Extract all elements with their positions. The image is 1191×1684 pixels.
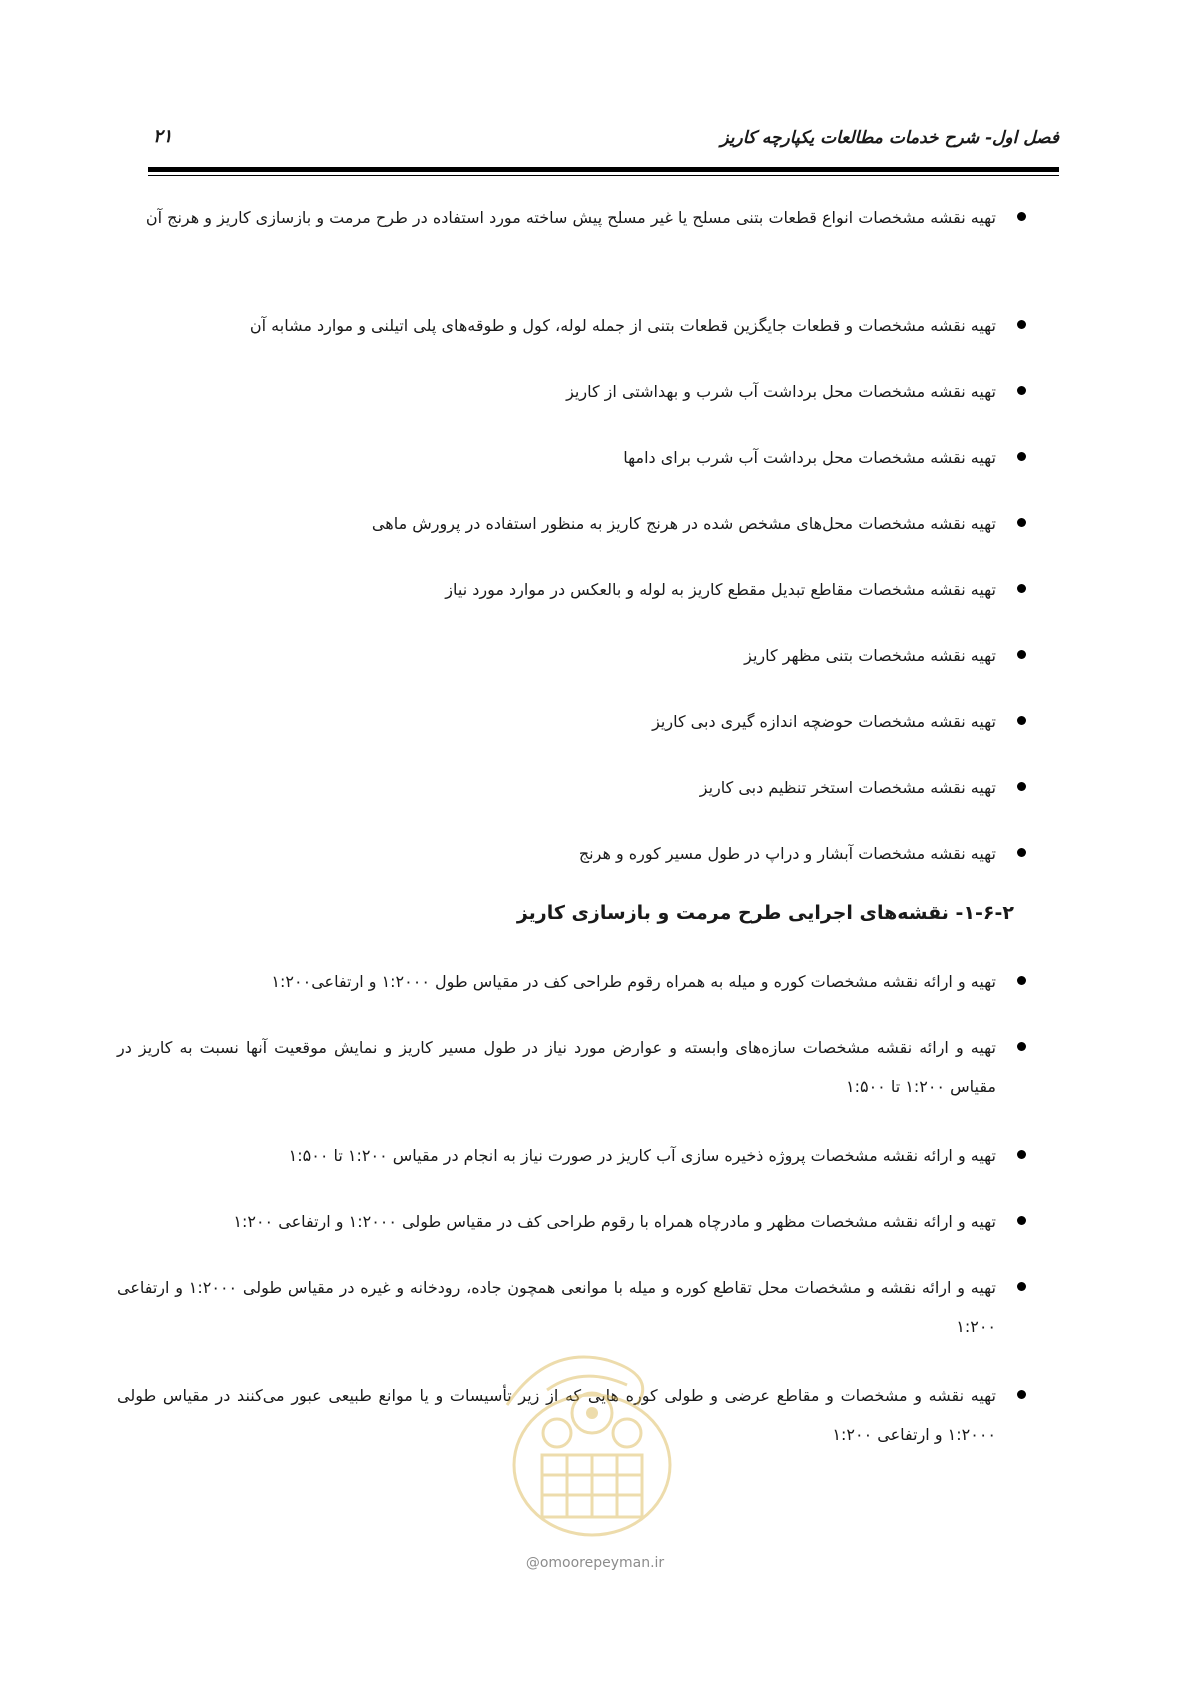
list-item-text: تهیه نقشه مشخصات محل‌های مشخص شده در هرنج کاریز به منظور استفاده در پرورش ماهی [371,514,996,533]
bullet-icon [1017,1390,1026,1399]
list-item-text: تهیه نقشه مشخصات و قطعات جایگزین قطعات بتنی از جمله لوله، کول و طوقه‌های پلی اتیلنی و موارد مشابه آن [249,316,996,335]
page-number: ۲۱ [153,126,173,147]
list-item [117,306,996,345]
list-item [117,962,996,1001]
bullet-icon [1017,976,1026,985]
bullet-icon [1017,584,1026,593]
list-item [117,570,996,609]
header-rule-thick [148,167,1059,172]
list-item-text: تهیه و ارائه نقشه مشخصات سازه‌های وابسته و عوارض مورد نیاز در طول مسیر کاریز و نمایش موقعیت آنها نسبت به کاریز در مقیاس ۱:۲۰۰ تا ۱:۵۰۰ [117,1038,996,1096]
list-item [117,768,996,807]
list-item-text: تهیه نقشه مشخصات آبشار و دراپ در طول مسیر کوره و هرنج [578,844,996,863]
list-item-text: تهیه نقشه مشخصات استخر تنظیم دبی کاریز [699,778,996,797]
bullet-icon [1017,848,1026,857]
list-item [117,504,996,543]
page-header [148,118,1059,158]
watermark-logo-icon [487,1335,697,1545]
list-item-text: تهیه نقشه و مشخصات و مقاطع عرضی و طولی کوره هایی که از زیر تأسیسات و یا موانع طبیعی عبور می‌کنند در مقیاس طولی ۱:۲۰۰۰ و ارتفاعی ۱:۲۰۰ [117,1386,996,1444]
section-heading: ۱-۶-۲- نقشه‌های اجرایی طرح مرمت و بازسازی کاریز [516,902,1014,924]
bullet-icon [1017,1042,1026,1051]
list-item-text: تهیه و ارائه نقشه مشخصات کوره و میله به همراه رقوم طراحی کف در مقیاس طول ۱:۲۰۰۰ و ارتفاعی۱:۲۰۰ [271,972,996,991]
list-item-text: تهیه نقشه مشخصات بتنی مظهر کاریز [744,646,996,665]
list-item-text: تهیه نقشه مشخصات حوضچه اندازه گیری دبی کاریز [652,712,996,731]
list-item-text: تهیه و ارائه نقشه و مشخصات محل تقاطع کوره و میله با موانعی همچون جاده، رودخانه و غیره در مقیاس طولی ۱:۲۰۰۰ و ارتفاعی ۱:۲۰۰ [117,1278,997,1336]
bullet-icon [1017,716,1026,725]
header-rule-thin [148,175,1059,176]
list-item-text: تهیه نقشه مشخصات مقاطع تبدیل مقطع کاریز به لوله و بالعکس در موارد مورد نیاز [445,580,996,599]
bullet-icon [1017,212,1026,221]
list-item [117,1136,996,1175]
bullet-icon [1017,1282,1026,1291]
bullet-icon [1017,782,1026,791]
list-item [117,438,996,477]
list-item [117,198,996,237]
bullet-icon [1017,650,1026,659]
list-item [117,636,996,675]
watermark-caption: @omoorepeyman.ir [525,1555,665,1571]
list-item [117,372,996,411]
bullet-icon [1017,1150,1026,1159]
bullet-icon [1017,452,1026,461]
list-item [117,1202,996,1241]
list-item-text: تهیه نقشه مشخصات انواع قطعات بتنی مسلح یا غیر مسلح پیش ساخته مورد استفاده در طرح مرمت و بازسازی کاریز و هرنج آن [145,208,996,227]
list-item [117,834,996,873]
bullet-icon [1017,1216,1026,1225]
list-item [117,702,996,741]
bullet-icon [1017,518,1026,527]
list-item-text: تهیه و ارائه نقشه مشخصات پروژه ذخیره سازی آب کاریز در صورت نیاز به انجام در مقیاس ۱:۲۰۰ تا ۱:۵۰۰ [288,1146,996,1165]
list-item-text: تهیه نقشه مشخصات محل برداشت آب شرب برای دامها [623,448,996,467]
bullet-icon [1017,386,1026,395]
list-item-text: تهیه نقشه مشخصات محل برداشت آب شرب و بهداشتی از کاریز [566,382,996,401]
bullet-icon [1017,320,1026,329]
chapter-title: فصل اول- شرح خدمات مطالعات یکپارچه کاریز [720,128,1059,148]
list-item-text: تهیه و ارائه نقشه مشخصات مظهر و مادرچاه همراه با رقوم طراحی کف در مقیاس طولی ۱:۲۰۰۰ و ارتفاعی ۱:۲۰۰ [233,1212,996,1231]
list-item [117,1028,996,1106]
